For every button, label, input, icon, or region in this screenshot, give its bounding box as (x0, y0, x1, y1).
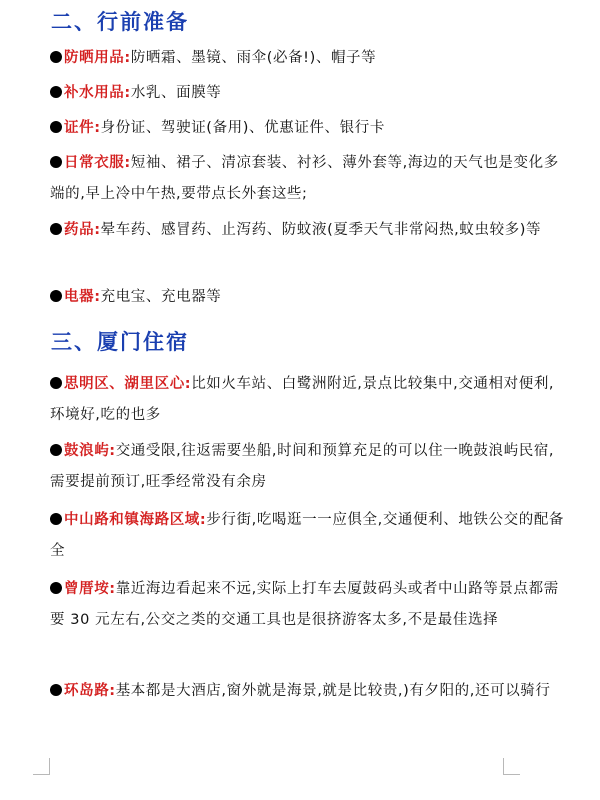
page-corner-mark-right (503, 758, 520, 775)
item-text: 短袖、裙子、清凉套装、衬衫、薄外套等,海边的天气也是变化多端的,早上冷中午热,要带点长外套这些; (50, 155, 559, 202)
page-corner-mark-left (33, 758, 50, 775)
item-label: 环岛路: (64, 683, 116, 699)
list-item (50, 43, 565, 74)
bullet-icon (50, 290, 62, 302)
item-label: 补水用品: (64, 85, 131, 101)
bullet-icon (50, 513, 62, 525)
item-text: 靠近海边看起来不远,实际上打车去厦鼓码头或者中山路等景点都需要 30 元左右,公交之类的交通工具也是很挤游客太多,不是最佳选择 (50, 581, 559, 628)
item-label: 鼓浪屿: (64, 443, 116, 459)
item-text: 步行街,吃喝逛一一应俱全,交通便利、地铁公交的配备全 (50, 512, 565, 559)
bullet-icon (50, 86, 62, 98)
item-label: 药品: (64, 222, 101, 238)
list-item (50, 113, 565, 144)
list-item (50, 148, 565, 210)
bullet-icon (50, 223, 62, 235)
item-text: 基本都是大酒店,窗外就是海景,就是比较贵,)有夕阳的,还可以骑行 (115, 683, 551, 699)
bullet-icon (50, 582, 62, 594)
item-text: 充电宝、充电器等 (100, 289, 222, 305)
bullet-icon (50, 121, 62, 133)
item-label: 证件: (64, 120, 101, 136)
bullet-icon (50, 156, 62, 168)
item-label: 日常衣服: (64, 155, 131, 171)
item-text: 水乳、面膜等 (130, 85, 222, 101)
item-text: 比如火车站、白鹭洲附近,景点比较集中,交通相对便利,环境好,吃的也多 (50, 376, 555, 423)
section-heading-preparation: 二、行前准备 (51, 9, 189, 34)
list-item (50, 78, 565, 109)
list-item (50, 436, 565, 498)
section-heading-accommodation: 三、厦门住宿 (51, 329, 189, 354)
bullet-icon (50, 684, 62, 696)
list-item (50, 676, 565, 707)
item-label: 思明区、湖里区心: (64, 376, 192, 392)
item-text: 防晒霜、墨镜、雨伞(必备!)、帽子等 (130, 50, 377, 66)
bullet-icon (50, 51, 62, 63)
item-text: 身份证、驾驶证(备用)、优惠证件、银行卡 (100, 120, 385, 136)
bullet-icon (50, 377, 62, 389)
item-text: 交通受限,往返需要坐船,时间和预算充足的可以住一晚鼓浪屿民宿,需要提前预订,旺季经常没有余房 (50, 443, 555, 490)
item-label: 中山路和镇海路区域: (64, 512, 207, 528)
item-label: 曾厝垵: (64, 581, 116, 597)
item-label: 防晒用品: (64, 50, 131, 66)
list-item (50, 574, 565, 636)
bullet-icon (50, 444, 62, 456)
list-item (50, 215, 565, 246)
list-item (50, 369, 565, 431)
list-item (50, 282, 565, 313)
item-text: 晕车药、感冒药、止泻药、防蚊液(夏季天气非常闷热,蚊虫较多)等 (100, 222, 542, 238)
list-item (50, 505, 565, 567)
item-label: 电器: (64, 289, 101, 305)
